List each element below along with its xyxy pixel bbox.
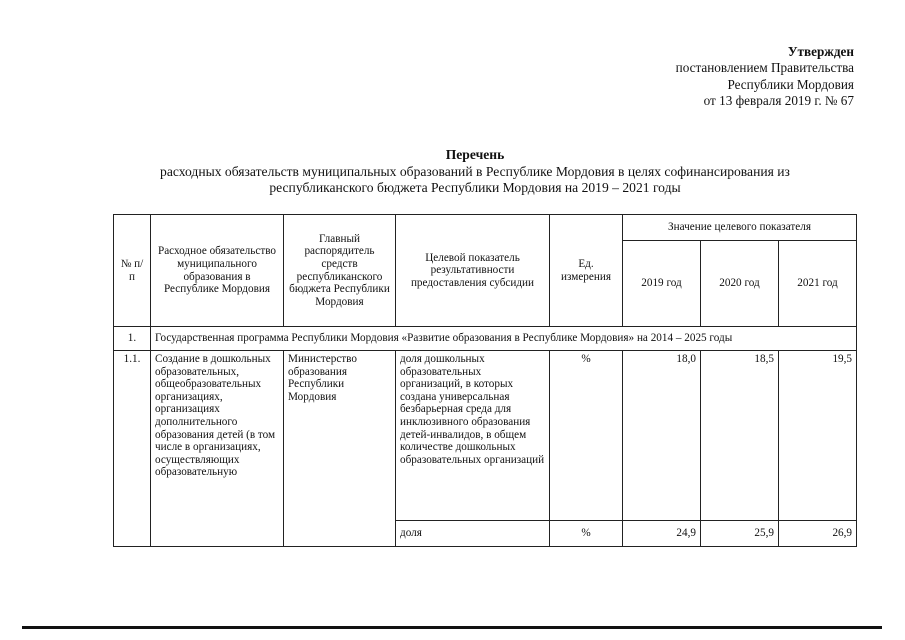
header-unit: Ед. измерения <box>550 215 623 327</box>
section-text: Государственная программа Республики Мордовия «Развитие образования в Республике Мордовия» на 2014 – 2025 годы <box>151 327 857 351</box>
approval-title: Утвержден <box>787 44 854 59</box>
document-heading <box>95 147 855 197</box>
item-value-2021: 26,9 <box>779 521 857 547</box>
table-header-row <box>114 215 857 241</box>
item-num: 1.1. <box>114 351 151 547</box>
header-obligation: Расходное обязательство муниципального образования в Республике Мордовия <box>151 215 284 327</box>
item-value-2019: 18,0 <box>623 351 701 521</box>
obligations-table <box>113 214 857 547</box>
header-year-2019: 2019 год <box>623 241 701 327</box>
item-unit: % <box>550 521 623 547</box>
section-num: 1. <box>114 327 151 351</box>
item-unit: % <box>550 351 623 521</box>
item-indicator: доля дошкольных образовательных организаций, в которых создана универсальная безбарьерная среда для инклюзивного образования детей-инвалидов, в общем количестве дошкольных образовательных организаций <box>396 351 550 521</box>
item-value-2020: 25,9 <box>701 521 779 547</box>
header-indicator: Целевой показатель результативности предоставления субсидии <box>396 215 550 327</box>
item-value-2019: 24,9 <box>623 521 701 547</box>
approval-line: Республики Мордовия <box>727 76 854 92</box>
approval-line: от 13 февраля 2019 г. № 67 <box>703 93 854 109</box>
document-title: Перечень <box>445 147 505 162</box>
header-value-group: Значение целевого показателя <box>623 215 857 241</box>
page-bottom-edge <box>22 626 882 629</box>
document-subtitle-line: расходных обязательств муниципальных образований в Республике Мордовия в целях софинансирования из <box>160 163 790 179</box>
table-row <box>114 351 857 521</box>
header-year-2021: 2021 год <box>779 241 857 327</box>
item-obligation: Создание в дошкольных образовательных, общеобразовательных организациях, организациях дополнительного образования детей (в том числе в организациях, осуществляющих образовательную <box>151 351 284 547</box>
item-value-2021: 19,5 <box>779 351 857 521</box>
approval-block <box>624 44 854 110</box>
approval-line: постановлением Правительства <box>675 60 854 76</box>
item-manager: Министерство образования Республики Мордовия <box>284 351 396 547</box>
document-subtitle-line: республиканского бюджета Республики Мордовия на 2019 – 2021 годы <box>269 180 681 195</box>
header-num: № п/п <box>114 215 151 327</box>
section-row <box>114 327 857 351</box>
item-value-2020: 18,5 <box>701 351 779 521</box>
header-manager: Главный распорядитель средств республиканского бюджета Республики Мордовия <box>284 215 396 327</box>
header-year-2020: 2020 год <box>701 241 779 327</box>
item-indicator: доля <box>396 521 550 547</box>
